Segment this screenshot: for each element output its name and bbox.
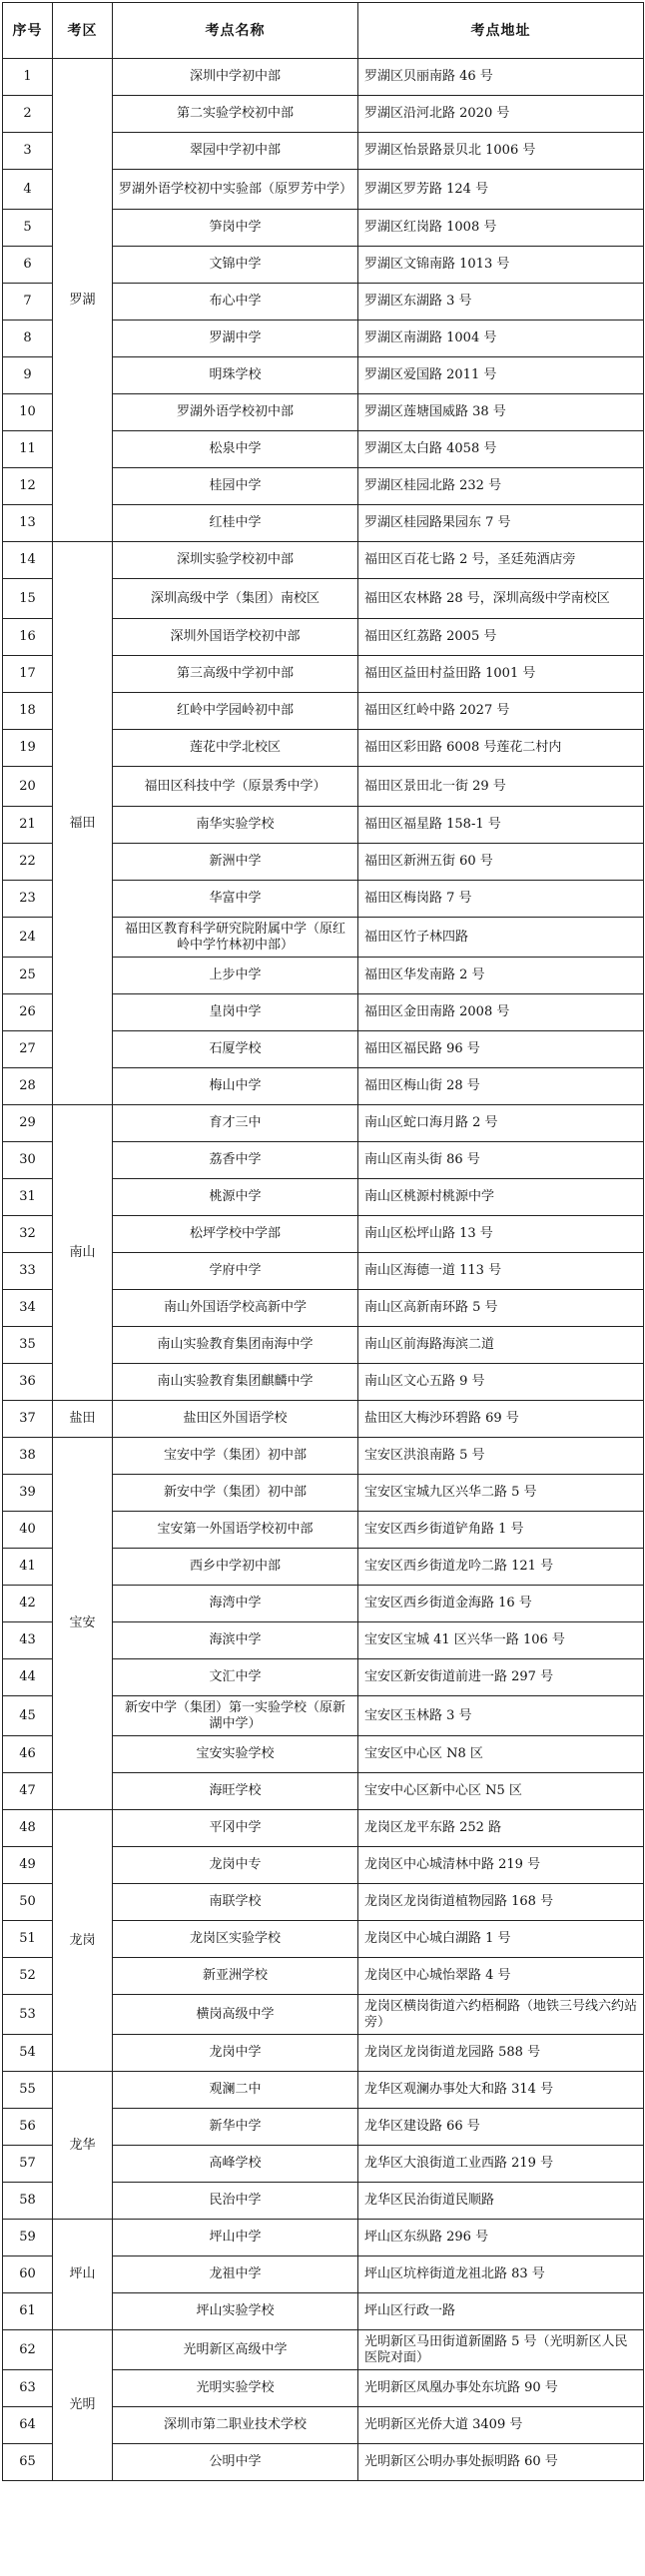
venue-name: 龙岗区实验学校: [113, 1921, 358, 1958]
venue-address: 福田区彩田路 6008 号莲花二村内: [358, 730, 644, 767]
district-cell: 坪山: [53, 2220, 113, 2330]
district-cell: 福田: [53, 542, 113, 1105]
venue-name: 新亚洲学校: [113, 1958, 358, 1995]
header-row: [3, 3, 644, 59]
venue-address: 福田区梅岗路 7 号: [358, 881, 644, 918]
venue-name: 新安中学（集团）第一实验学校（原新湖中学）: [113, 1696, 358, 1736]
venue-address: 光明新区光侨大道 3409 号: [358, 2407, 644, 2444]
row-number: 48: [3, 1810, 53, 1847]
venue-address: 福田区红荔路 2005 号: [358, 619, 644, 656]
venue-address: 福田区新洲五街 60 号: [358, 844, 644, 881]
venue-name: 坪山中学: [113, 2220, 358, 2256]
venue-address: 罗湖区莲塘国威路 38 号: [358, 394, 644, 431]
row-number: 43: [3, 1622, 53, 1659]
venue-name: 新华中学: [113, 2109, 358, 2146]
row-number: 16: [3, 619, 53, 656]
row-number: 51: [3, 1921, 53, 1958]
row-number: 9: [3, 357, 53, 394]
venue-address: 福田区景田北一街 29 号: [358, 767, 644, 807]
venue-name: 第三高级中学初中部: [113, 656, 358, 693]
venue-name: 罗湖外语学校初中部: [113, 394, 358, 431]
venue-address: 南山区蛇口海月路 2 号: [358, 1105, 644, 1142]
row-number: 2: [3, 96, 53, 133]
venue-name: 平冈中学: [113, 1810, 358, 1847]
row-number: 38: [3, 1438, 53, 1475]
venue-address: 罗湖区桂园路果园东 7 号: [358, 505, 644, 542]
row-number: 34: [3, 1290, 53, 1327]
row-number: 50: [3, 1884, 53, 1921]
venue-address: 福田区福星路 158-1 号: [358, 807, 644, 844]
row-number: 60: [3, 2256, 53, 2293]
venue-address: 宝安区西乡街道龙吟二路 121 号: [358, 1549, 644, 1586]
venue-address: 福田区福民路 96 号: [358, 1031, 644, 1068]
row-number: 42: [3, 1586, 53, 1622]
row-number: 62: [3, 2330, 53, 2370]
venue-address: 罗湖区东湖路 3 号: [358, 284, 644, 321]
venue-name: 西乡中学初中部: [113, 1549, 358, 1586]
venue-name: 宝安第一外国语学校初中部: [113, 1512, 358, 1549]
row-number: 4: [3, 170, 53, 210]
venue-name: 高峰学校: [113, 2146, 358, 2183]
venue-name: 莲花中学北校区: [113, 730, 358, 767]
venue-name: 海滨中学: [113, 1622, 358, 1659]
venue-name: 明珠学校: [113, 357, 358, 394]
row-number: 28: [3, 1068, 53, 1105]
row-number: 46: [3, 1736, 53, 1773]
venue-name: 桂园中学: [113, 468, 358, 505]
venue-address: 宝安区宝城九区兴华二路 5 号: [358, 1475, 644, 1512]
venue-address: 龙华区民治街道民顺路: [358, 2183, 644, 2220]
venue-name: 海湾中学: [113, 1586, 358, 1622]
venue-address: 宝安区玉林路 3 号: [358, 1696, 644, 1736]
exam-venue-table: [2, 2, 644, 2481]
venue-address: 罗湖区红岗路 1008 号: [358, 210, 644, 247]
row-number: 27: [3, 1031, 53, 1068]
venue-address: 南山区高新南环路 5 号: [358, 1290, 644, 1327]
row-number: 55: [3, 2072, 53, 2109]
venue-name: 新安中学（集团）初中部: [113, 1475, 358, 1512]
row-number: 10: [3, 394, 53, 431]
row-number: 39: [3, 1475, 53, 1512]
venue-name: 盐田区外国语学校: [113, 1401, 358, 1438]
district-cell: 盐田: [53, 1401, 113, 1438]
row-number: 6: [3, 247, 53, 284]
venue-address: 龙岗区横岗街道六约梧桐路（地铁三号线六约站旁）: [358, 1995, 644, 2035]
venue-address: 罗湖区文锦南路 1013 号: [358, 247, 644, 284]
row-number: 35: [3, 1327, 53, 1364]
row-number: 64: [3, 2407, 53, 2444]
table-row: [3, 1105, 644, 1142]
row-number: 44: [3, 1659, 53, 1696]
venue-name: 横岗高级中学: [113, 1995, 358, 2035]
venue-address: 宝安区西乡街道金海路 16 号: [358, 1586, 644, 1622]
venue-name: 文锦中学: [113, 247, 358, 284]
venue-name: 公明中学: [113, 2444, 358, 2481]
venue-name: 龙祖中学: [113, 2256, 358, 2293]
venue-name: 深圳实验学校初中部: [113, 542, 358, 579]
venue-name: 翠园中学初中部: [113, 133, 358, 170]
venue-name: 深圳外国语学校初中部: [113, 619, 358, 656]
venue-address: 南山区松坪山路 13 号: [358, 1216, 644, 1253]
venue-address: 宝安区西乡街道铲角路 1 号: [358, 1512, 644, 1549]
row-number: 58: [3, 2183, 53, 2220]
venue-name: 罗湖中学: [113, 321, 358, 357]
row-number: 8: [3, 321, 53, 357]
venue-address: 罗湖区太白路 4058 号: [358, 431, 644, 468]
row-number: 49: [3, 1847, 53, 1884]
row-number: 30: [3, 1142, 53, 1179]
venue-name: 福田区教育科学研究院附属中学（原红岭中学竹林初中部）: [113, 918, 358, 958]
table-row: [3, 1438, 644, 1475]
venue-name: 光明实验学校: [113, 2370, 358, 2407]
row-number: 65: [3, 2444, 53, 2481]
venue-name: 海旺学校: [113, 1773, 358, 1810]
venue-address: 宝安中心区新中心区 N5 区: [358, 1773, 644, 1810]
table-row: [3, 2072, 644, 2109]
district-cell: 龙岗: [53, 1810, 113, 2072]
district-cell: 宝安: [53, 1438, 113, 1810]
venue-address: 龙岗区中心城白湖路 1 号: [358, 1921, 644, 1958]
venue-address: 福田区红岭中路 2027 号: [358, 693, 644, 730]
row-number: 56: [3, 2109, 53, 2146]
venue-address: 坪山区行政一路: [358, 2293, 644, 2330]
venue-address: 罗湖区爱国路 2011 号: [358, 357, 644, 394]
venue-address: 盐田区大梅沙环碧路 69 号: [358, 1401, 644, 1438]
venue-address: 光明新区凤凰办事处东坑路 90 号: [358, 2370, 644, 2407]
venue-address: 南山区文心五路 9 号: [358, 1364, 644, 1401]
venue-name: 文汇中学: [113, 1659, 358, 1696]
row-number: 57: [3, 2146, 53, 2183]
venue-name: 皇岗中学: [113, 994, 358, 1031]
venue-name: 南山实验教育集团麒麟中学: [113, 1364, 358, 1401]
venue-name: 深圳高级中学（集团）南校区: [113, 579, 358, 619]
venue-name: 南山外国语学校高新中学: [113, 1290, 358, 1327]
venue-address: 宝安区中心区 N8 区: [358, 1736, 644, 1773]
row-number: 40: [3, 1512, 53, 1549]
row-number: 26: [3, 994, 53, 1031]
venue-address: 光明新区公明办事处振明路 60 号: [358, 2444, 644, 2481]
row-number: 19: [3, 730, 53, 767]
row-number: 18: [3, 693, 53, 730]
venue-name: 上步中学: [113, 958, 358, 994]
venue-address: 宝安区宝城 41 区兴华一路 106 号: [358, 1622, 644, 1659]
venue-name: 福田区科技中学（原景秀中学）: [113, 767, 358, 807]
venue-name: 宝安实验学校: [113, 1736, 358, 1773]
venue-address: 南山区前海路海滨二道: [358, 1327, 644, 1364]
row-number: 21: [3, 807, 53, 844]
venue-name: 光明新区高级中学: [113, 2330, 358, 2370]
venue-name: 坪山实验学校: [113, 2293, 358, 2330]
venue-name: 南联学校: [113, 1884, 358, 1921]
venue-name: 笋岗中学: [113, 210, 358, 247]
venue-address: 福田区竹子林四路: [358, 918, 644, 958]
district-cell: 光明: [53, 2330, 113, 2481]
venue-address: 罗湖区怡景路景贝北 1006 号: [358, 133, 644, 170]
row-number: 54: [3, 2035, 53, 2072]
venue-address: 罗湖区贝丽南路 46 号: [358, 59, 644, 96]
venue-address: 福田区农林路 28 号，深圳高级中学南校区: [358, 579, 644, 619]
row-number: 25: [3, 958, 53, 994]
row-number: 53: [3, 1995, 53, 2035]
venue-address: 龙岗区龙岗街道植物园路 168 号: [358, 1884, 644, 1921]
venue-name: 荔香中学: [113, 1142, 358, 1179]
table-body: [3, 59, 644, 2481]
row-number: 41: [3, 1549, 53, 1586]
row-number: 63: [3, 2370, 53, 2407]
row-number: 15: [3, 579, 53, 619]
table-row: [3, 1401, 644, 1438]
venue-name: 第二实验学校初中部: [113, 96, 358, 133]
row-number: 36: [3, 1364, 53, 1401]
row-number: 29: [3, 1105, 53, 1142]
venue-address: 南山区南头街 86 号: [358, 1142, 644, 1179]
venue-name: 松坪学校中学部: [113, 1216, 358, 1253]
venue-address: 福田区华发南路 2 号: [358, 958, 644, 994]
header-district: 考区: [53, 3, 113, 59]
row-number: 13: [3, 505, 53, 542]
district-cell: 罗湖: [53, 59, 113, 542]
row-number: 45: [3, 1696, 53, 1736]
venue-address: 福田区益田村益田路 1001 号: [358, 656, 644, 693]
row-number: 22: [3, 844, 53, 881]
venue-name: 南华实验学校: [113, 807, 358, 844]
venue-name: 深圳市第二职业技术学校: [113, 2407, 358, 2444]
table-row: [3, 2220, 644, 2256]
row-number: 52: [3, 1958, 53, 1995]
venue-name: 红岭中学园岭初中部: [113, 693, 358, 730]
row-number: 1: [3, 59, 53, 96]
row-number: 37: [3, 1401, 53, 1438]
venue-name: 新洲中学: [113, 844, 358, 881]
venue-name: 布心中学: [113, 284, 358, 321]
row-number: 24: [3, 918, 53, 958]
venue-address: 坪山区坑梓街道龙祖北路 83 号: [358, 2256, 644, 2293]
venue-name: 龙岗中专: [113, 1847, 358, 1884]
venue-name: 罗湖外语学校初中实验部（原罗芳中学）: [113, 170, 358, 210]
venue-address: 龙华区大浪街道工业西路 219 号: [358, 2146, 644, 2183]
district-cell: 龙华: [53, 2072, 113, 2220]
venue-name: 石厦学校: [113, 1031, 358, 1068]
header-no: 序号: [3, 3, 53, 59]
row-number: 23: [3, 881, 53, 918]
row-number: 12: [3, 468, 53, 505]
venue-name: 松泉中学: [113, 431, 358, 468]
venue-address: 坪山区东纵路 296 号: [358, 2220, 644, 2256]
venue-address: 龙岗区龙平东路 252 路: [358, 1810, 644, 1847]
venue-address: 龙岗区龙岗街道龙园路 588 号: [358, 2035, 644, 2072]
venue-name: 梅山中学: [113, 1068, 358, 1105]
row-number: 20: [3, 767, 53, 807]
table-row: [3, 2330, 644, 2370]
venue-address: 福田区百花七路 2 号，圣廷苑酒店旁: [358, 542, 644, 579]
venue-address: 光明新区马田街道新圍路 5 号（光明新区人民医院对面）: [358, 2330, 644, 2370]
venue-address: 罗湖区罗芳路 124 号: [358, 170, 644, 210]
venue-address: 南山区海德一道 113 号: [358, 1253, 644, 1290]
venue-address: 罗湖区沿河北路 2020 号: [358, 96, 644, 133]
row-number: 7: [3, 284, 53, 321]
district-cell: 南山: [53, 1105, 113, 1401]
venue-address: 宝安区洪浪南路 5 号: [358, 1438, 644, 1475]
row-number: 32: [3, 1216, 53, 1253]
venue-address: 罗湖区南湖路 1004 号: [358, 321, 644, 357]
venue-address: 龙华区建设路 66 号: [358, 2109, 644, 2146]
venue-address: 福田区金田南路 2008 号: [358, 994, 644, 1031]
row-number: 5: [3, 210, 53, 247]
venue-name: 桃源中学: [113, 1179, 358, 1216]
row-number: 14: [3, 542, 53, 579]
venue-name: 育才三中: [113, 1105, 358, 1142]
row-number: 17: [3, 656, 53, 693]
row-number: 59: [3, 2220, 53, 2256]
table-row: [3, 542, 644, 579]
row-number: 47: [3, 1773, 53, 1810]
venue-name: 宝安中学（集团）初中部: [113, 1438, 358, 1475]
venue-name: 学府中学: [113, 1253, 358, 1290]
row-number: 31: [3, 1179, 53, 1216]
venue-address: 罗湖区桂园北路 232 号: [358, 468, 644, 505]
venue-address: 福田区梅山街 28 号: [358, 1068, 644, 1105]
header-name: 考点名称: [113, 3, 358, 59]
header-address: 考点地址: [358, 3, 644, 59]
venue-name: 观澜二中: [113, 2072, 358, 2109]
row-number: 3: [3, 133, 53, 170]
venue-name: 民治中学: [113, 2183, 358, 2220]
venue-name: 华富中学: [113, 881, 358, 918]
venue-name: 龙岗中学: [113, 2035, 358, 2072]
venue-address: 龙岗区中心城清林中路 219 号: [358, 1847, 644, 1884]
table-row: [3, 59, 644, 96]
venue-address: 宝安区新安街道前进一路 297 号: [358, 1659, 644, 1696]
table-row: [3, 1810, 644, 1847]
venue-name: 红桂中学: [113, 505, 358, 542]
row-number: 33: [3, 1253, 53, 1290]
venue-name: 深圳中学初中部: [113, 59, 358, 96]
row-number: 11: [3, 431, 53, 468]
venue-name: 南山实验教育集团南海中学: [113, 1327, 358, 1364]
venue-address: 龙华区观澜办事处大和路 314 号: [358, 2072, 644, 2109]
venue-address: 龙岗区中心城怡翠路 4 号: [358, 1958, 644, 1995]
row-number: 61: [3, 2293, 53, 2330]
venue-address: 南山区桃源村桃源中学: [358, 1179, 644, 1216]
